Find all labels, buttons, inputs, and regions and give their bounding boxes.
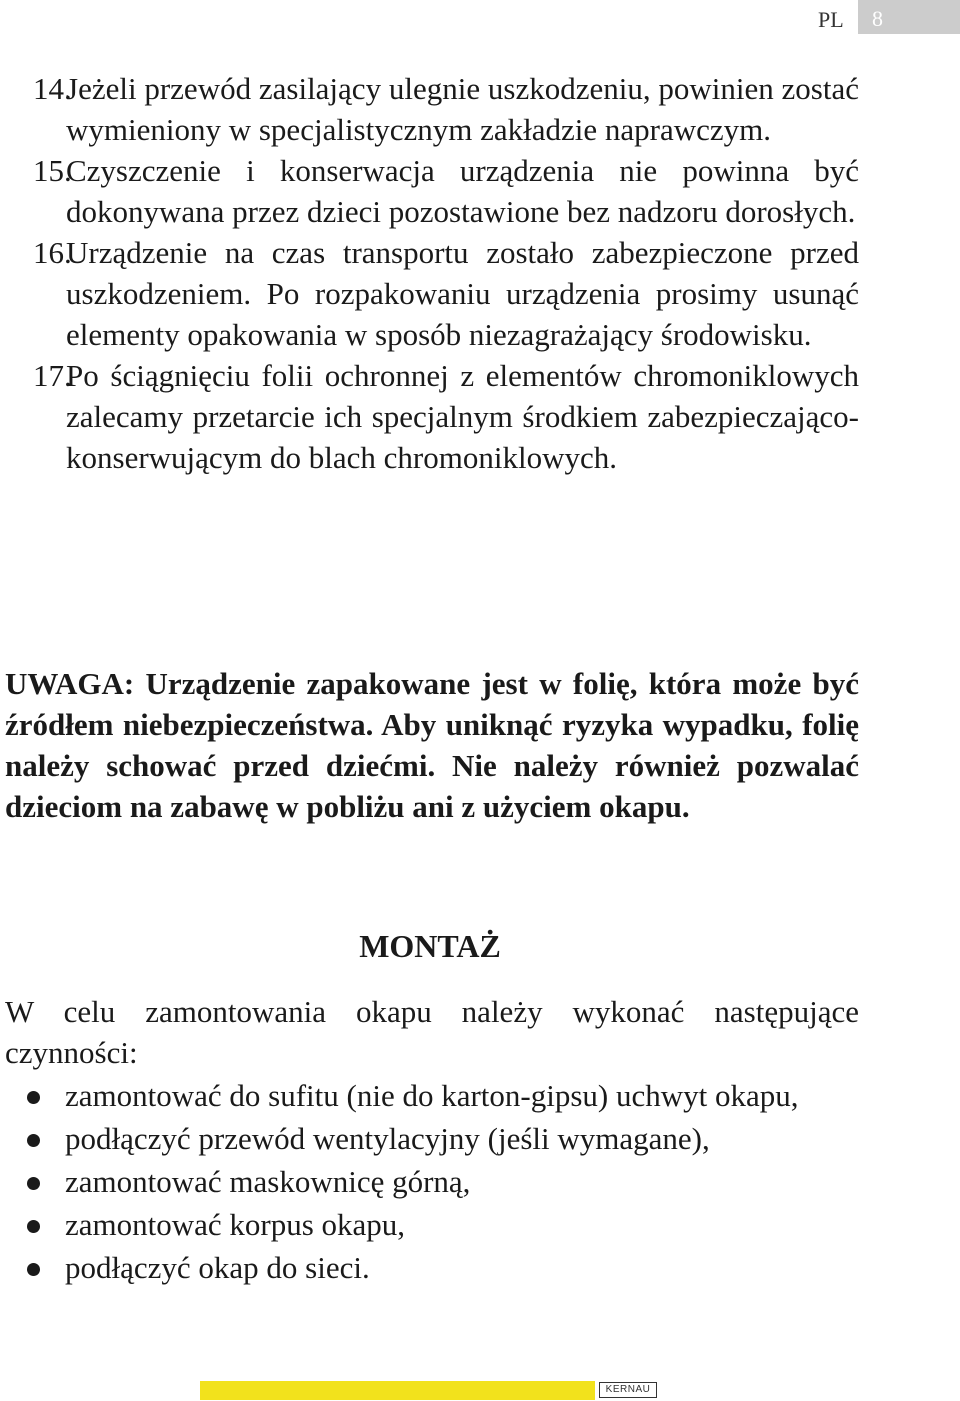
step-text: podłączyć okap do sieci. — [65, 1250, 370, 1285]
intro-paragraph: W celu zamontowania okapu należy wykonać następujące czynności: — [5, 994, 859, 1070]
step-text: zamontować do sufitu (nie do karton-gipsu) uchwyt okapu, — [65, 1078, 799, 1113]
item-number: 16. — [33, 235, 72, 270]
language-label: PL — [818, 7, 844, 32]
list-item — [33, 150, 859, 232]
item-text: Urządzenie na czas transportu zostało zabezpieczone przed uszkodzeniem. Po rozpakowaniu urządzenia prosimy usunąć elementy opakowania w sposób niezagrażający środowisku. — [66, 235, 859, 352]
page-header — [0, 0, 960, 36]
page-number: 8 — [872, 6, 883, 31]
step-item — [5, 1247, 859, 1289]
step-item — [5, 1075, 859, 1117]
footer-accent-bar — [200, 1381, 595, 1400]
step-item — [5, 1161, 859, 1203]
section-title: MONTAŻ — [359, 928, 501, 964]
page-number-box — [858, 0, 960, 34]
list-item — [33, 68, 859, 150]
item-number: 14. — [33, 71, 72, 106]
step-text: zamontować maskownicę górną, — [65, 1164, 471, 1199]
step-item — [5, 1118, 859, 1160]
steps-list — [5, 1075, 859, 1290]
step-item — [5, 1204, 859, 1246]
numbered-list — [33, 68, 859, 478]
list-item — [33, 355, 859, 478]
bullet-icon — [27, 1091, 40, 1104]
warning-paragraph: UWAGA: Urządzenie zapakowane jest w folię, która może być źródłem niebezpieczeństwa. Aby uniknąć ryzyka wypadku, folię należy schować przed dziećmi. Nie należy również pozwalać dzieciom na zabawę w pobliżu ani z użyciem okapu. — [5, 666, 859, 824]
bullet-icon — [27, 1220, 40, 1233]
step-text: zamontować korpus okapu, — [65, 1207, 406, 1242]
list-item — [33, 232, 859, 355]
item-text: Czyszczenie i konserwacja urządzenia nie powinna być dokonywana przez dzieci pozostawione bez nadzoru dorosłych. — [66, 153, 859, 229]
item-text: Jeżeli przewód zasilający ulegnie uszkodzeniu, powinien zostać wymieniony w specjalistycznym zakładzie naprawczym. — [66, 71, 859, 147]
bullet-icon — [27, 1177, 40, 1190]
bullet-icon — [27, 1263, 40, 1276]
item-number: 15. — [33, 153, 72, 188]
brand-logo: KERNAU — [599, 1382, 657, 1398]
step-text: podłączyć przewód wentylacyjny (jeśli wymagane), — [65, 1121, 710, 1156]
item-text: Po ściągnięciu folii ochronnej z elementów chromoniklowych zalecamy przetarcie ich specjalnym środkiem zabezpieczająco-konserwującym do blach chromoniklowych. — [66, 358, 859, 475]
item-number: 17. — [33, 358, 72, 393]
bullet-icon — [27, 1134, 40, 1147]
